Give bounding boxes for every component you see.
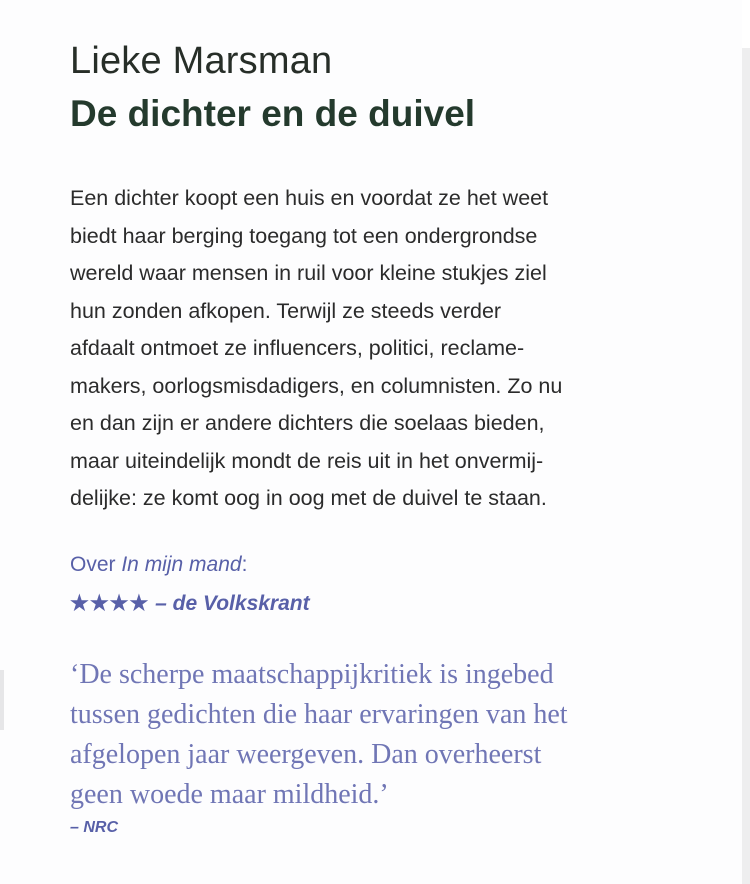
quote-line: ‘De scherpe maatschappijkritiek is ingebed	[70, 659, 554, 690]
blurb-line: delijke: ze komt oog in oog met de duivel te staan.	[70, 486, 547, 510]
quote-line: tussen gedichten die haar ervaringen van het	[70, 699, 568, 730]
review-quote	[70, 655, 568, 815]
blurb-line: hun zonden afkopen. Terwijl ze steeds verder	[70, 298, 502, 323]
rating	[70, 591, 310, 616]
quote-line: geen woede maar mildheid.’	[70, 779, 389, 810]
blurb-line: en dan zijn er andere dichters die soelaas bieden,	[70, 411, 545, 435]
author-name: Lieke Marsman	[70, 40, 333, 82]
blurb-line: biedt haar berging toegang tot een ondergrondse	[70, 223, 538, 248]
rating-source: – de Volkskrant	[149, 592, 310, 615]
star-rating: ★★★★	[70, 592, 150, 615]
page-edge-mark	[0, 670, 4, 730]
blurb-line: maar uiteindelijk mondt de reis uit in het onvermij-	[70, 448, 544, 473]
blurb-line: afdaalt ontmoet ze influencers, politici, reclame-	[70, 336, 525, 360]
quote-source: – NRC	[70, 819, 119, 836]
book-blurb	[70, 180, 730, 518]
review-context	[70, 553, 247, 577]
review-prefix: Over	[70, 553, 122, 576]
page-edge-divider	[742, 48, 750, 884]
blurb-line: Een dichter koopt een huis en voordat ze het weet	[70, 186, 549, 210]
blurb-line: wereld waar mensen in ruil voor kleine stukjes ziel	[70, 261, 547, 285]
blurb-line: makers, oorlogsmisdadigers, en columnisten. Zo nu	[70, 373, 563, 398]
previous-book-title: In mijn mand	[121, 553, 242, 576]
review-suffix: :	[241, 553, 248, 576]
quote-line: afgelopen jaar weergeven. Dan overheerst	[70, 739, 542, 770]
book-title: De dichter en de duivel	[70, 93, 476, 134]
